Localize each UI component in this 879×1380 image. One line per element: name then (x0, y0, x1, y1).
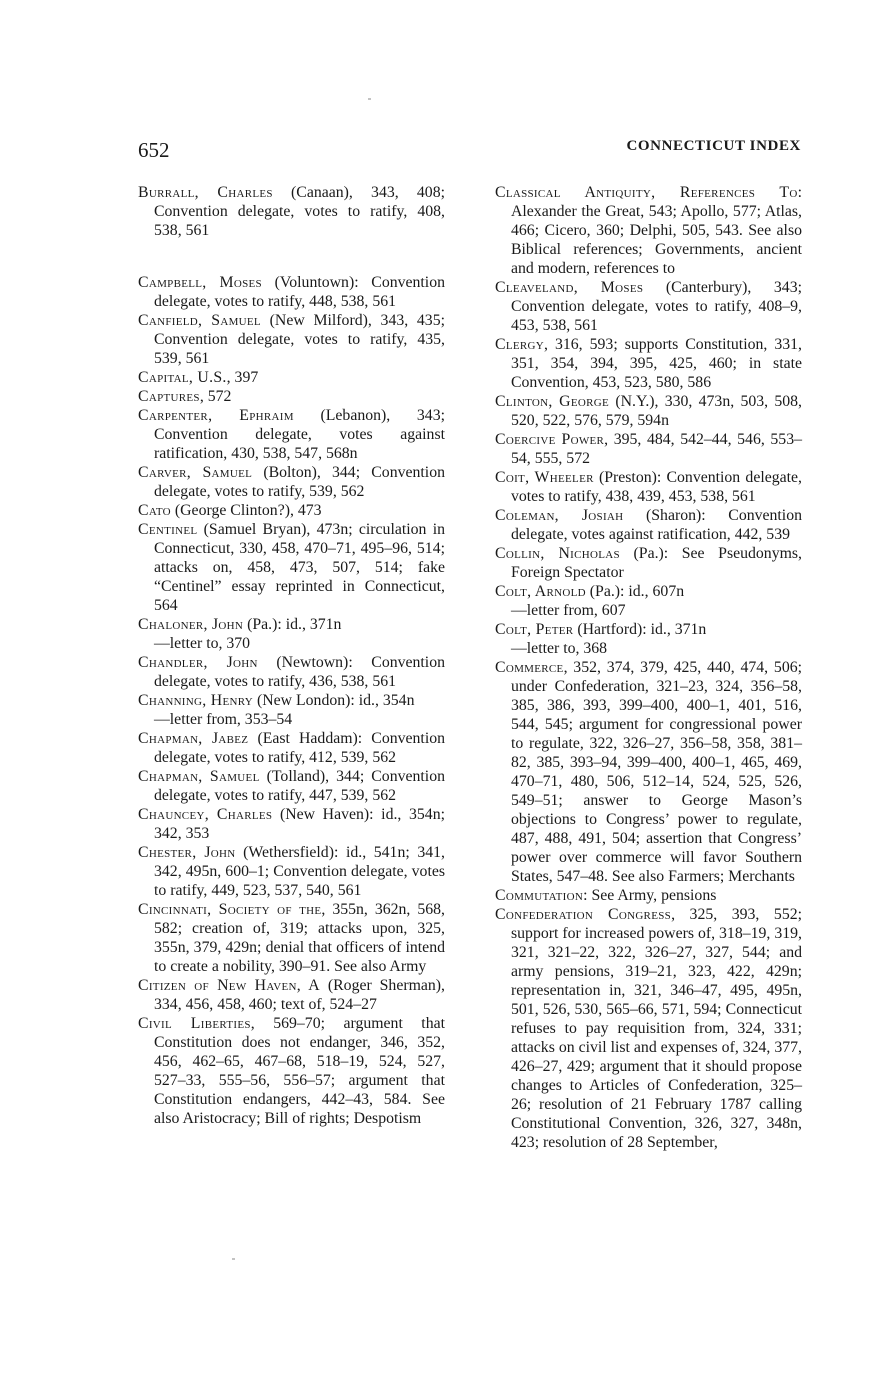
entry-text: (Samuel Bryan), 473n; circulation in Connecticut, 330, 458, 470–71, 495–96, 514; attacks on, 458, 473, 507, 514; fake “Centinel” essay reprinted in Connecticut, 564 (154, 521, 445, 614)
entry-text: (Bolton), 344; Convention delegate, votes to ratify, 539, 562 (154, 464, 445, 500)
index-entry (138, 273, 445, 311)
entry-subentry: —letter from, 607 (511, 602, 626, 619)
index-entry (138, 615, 445, 634)
entry-heading: Carpenter, Ephraim (138, 407, 294, 424)
entry-text: (Pa.): id., 371n (243, 616, 342, 633)
entry-heading: Confederation Congress (495, 906, 672, 923)
entry-text: (N.Y.), 330, 473n, 503, 508, 520, 522, 576, 579, 594n (511, 393, 802, 429)
entry-heading: Commutation (495, 887, 584, 904)
entry-heading: Classical Antiquity, References To (495, 184, 798, 201)
entry-text: (Canterbury), 343; Convention delegate, votes to ratify, 408–9, 453, 538, 561 (511, 279, 802, 334)
index-entry (495, 620, 802, 639)
entry-heading: Canfield, Samuel (138, 312, 261, 329)
scan-mark (368, 98, 371, 100)
entry-text: : See Army, pensions (583, 887, 717, 904)
entry-text: , 569–70; argument that Constitution does not endanger, 346, 352, 456, 462–65, 467–68, 518–19, 524, 527, 527–33, 555–56, 556–57; argument that Constitution endangers, 442–43, 584. See also Aristocracy; Bill of rights; Despotism (154, 1015, 445, 1127)
index-entry (138, 368, 445, 387)
index-entry (138, 900, 445, 976)
index-entry (495, 468, 802, 506)
right-column (495, 183, 802, 1152)
entry-heading: Chapman, Samuel (138, 768, 260, 785)
entry-heading: Coit, Wheeler (495, 469, 594, 486)
index-entry (138, 387, 445, 406)
entry-subentry: —letter from, 353–54 (154, 711, 293, 728)
entry-text: (Hartford): id., 371n (573, 621, 707, 638)
index-entry (495, 582, 802, 601)
entry-heading: Captures (138, 388, 200, 405)
entry-heading: Colt, Arnold (495, 583, 586, 600)
index-entry (138, 805, 445, 843)
scan-mark (232, 1258, 235, 1260)
entry-text: (Newtown): Convention delegate, votes to ratify, 436, 538, 561 (154, 654, 445, 690)
entry-text: (Tolland), 344; Convention delegate, votes to ratify, 447, 539, 562 (154, 768, 445, 804)
entry-text: (Preston): Convention delegate, votes to ratify, 438, 439, 453, 538, 561 (511, 469, 803, 505)
page-number: 652 (138, 138, 170, 162)
entry-text: , 572 (199, 388, 232, 405)
entry-heading: Chauncey, Charles (138, 806, 273, 823)
entry-heading: Centinel (138, 521, 198, 538)
entry-heading: Civil Liberties (138, 1015, 251, 1032)
entry-text: , 316, 593; supports Constitution, 331, 351, 354, 394, 395, 425, 460; in state Convention, 453, 523, 580, 586 (511, 336, 802, 391)
entry-text: (New Haven): id., 354n; 342, 353 (154, 806, 445, 842)
index-entry (495, 506, 802, 544)
entry-text: , 355n, 362n, 568, 582; creation of, 319; attacks upon, 325, 355n, 379, 429n; denial that officers of intend to create a nobility, 390–91. See also Army (154, 901, 446, 975)
entry-text: : Alexander the Great, 543; Apollo, 577; Atlas, 466; Cicero, 360; Delphi, 505, 543. See also Biblical references; Governments, ancient and modern, references to (511, 184, 802, 277)
entry-heading: Channing, Henry (138, 692, 254, 709)
entry-text: , 325, 393, 552; support for increased powers of, 318–19, 319, 321, 321–22, 322, 326–27, 327, 544; and army pensions, 319–21, 323, 422, 429n; representation in, 321, 346–47, 495, 495n, 501, 526, 530, 565–66, 571, 594; Connecticut refuses to pay requisition from, 324, 331; attacks on civil list and expenses of, 324, 377, 426–27, 429; argument that it should propose changes to Articles of Confederation, 325–26; resolution of 21 February 1787 calling Constitutional Convention, 326, 327, 348n, 423; resolution of 28 September, (511, 906, 803, 1151)
index-entry (495, 905, 802, 1152)
entry-heading: Clinton, George (495, 393, 610, 410)
entry-heading: Chester, John (138, 844, 236, 861)
entry-heading: Capital, U.S. (138, 369, 227, 386)
entry-heading: Burrall, Charles (138, 184, 273, 201)
index-entry (138, 729, 445, 767)
index-entry (495, 544, 802, 582)
index-entry (138, 767, 445, 805)
entry-text: (New London): id., 354n (253, 692, 415, 709)
entry-heading: Chandler, John (138, 654, 258, 671)
index-entry (138, 311, 445, 368)
index-entry (495, 886, 802, 905)
index-entry (138, 501, 445, 520)
entry-heading: Clergy (495, 336, 544, 353)
entry-text: (Wethersfield): id., 541n; 341, 342, 495n, 600–1; Convention delegate, votes to ratify, 449, 523, 537, 540, 561 (154, 844, 445, 899)
entry-text: (Canaan), 343, 408; Convention delegate, votes to ratify, 408, 538, 561 (154, 184, 445, 239)
index-entry (138, 1014, 445, 1128)
entry-text: , 395, 484, 542–44, 546, 553–54, 555, 572 (511, 431, 802, 467)
index-entry (495, 430, 802, 468)
entry-heading: Campbell, Moses (138, 274, 262, 291)
entry-heading: Cato (138, 502, 171, 519)
index-entry (495, 658, 802, 886)
entry-text: (Lebanon), 343; Convention delegate, votes against ratification, 430, 538, 547, 568n (154, 407, 445, 462)
entry-heading: Chapman, Jabez (138, 730, 249, 747)
entry-heading: Cincinnati, Society of the (138, 901, 322, 918)
entry-heading: Collin, Nicholas (495, 545, 620, 562)
index-entry (138, 843, 445, 900)
entry-heading: Cleaveland, Moses (495, 279, 644, 296)
running-title: CONNECTICUT INDEX (626, 138, 801, 154)
entry-subentry: —letter to, 370 (154, 635, 251, 652)
entry-text: , 352, 374, 379, 425, 440, 474, 506; under Confederation, 321–23, 324, 356–58, 385, 386, 393, 399–400, 400–1, 401, 516, 544, 545; argument for congressional power to regulate, 322, 326–27, 356–58, 358, 381–82, 385, 393–94, 399–400, 400–1, 465, 469, 470–71, 480, 506, 512–14, 524, 525, 526, 549–51; answer to George Mason’s objections to Congress’ power to regulate, 487, 488, 491, 504; assertion that Congress’ power over commerce will favor Southern States, 547–48. See also Farmers; Merchants (511, 659, 802, 885)
index-entry (138, 463, 445, 501)
entry-text: , 397 (226, 369, 259, 386)
entry-text: (George Clinton?), 473 (170, 502, 322, 519)
entry-heading: Carver, Samuel (138, 464, 253, 481)
index-entry (138, 976, 445, 1014)
entry-text: (Roger Sherman), 334, 456, 458, 460; text of, 524–27 (154, 977, 445, 1013)
entry-text: (Voluntown): Convention delegate, votes to ratify, 448, 538, 561 (154, 274, 445, 310)
index-entry (495, 392, 802, 430)
entry-text: (Pa.): See Pseudonyms, Foreign Spectator (511, 545, 802, 581)
entry-heading: Commerce (495, 659, 564, 676)
index-entry (495, 335, 802, 392)
entry-heading: Citizen of New Haven, A (138, 977, 320, 994)
left-column (138, 183, 445, 1128)
index-entry (138, 653, 445, 691)
entry-heading: Coercive Power (495, 431, 605, 448)
entry-text: (New Milford), 343, 435; Convention delegate, votes to ratify, 435, 539, 561 (154, 312, 445, 367)
index-entry (138, 520, 445, 615)
entry-heading: Colt, Peter (495, 621, 574, 638)
entry-heading: Chaloner, John (138, 616, 244, 633)
index-entry (495, 278, 802, 335)
index-entry (138, 183, 445, 240)
index-entry (138, 691, 445, 710)
entry-subentry: —letter to, 368 (511, 640, 608, 657)
entry-text: (East Haddam): Convention delegate, votes to ratify, 412, 539, 562 (154, 730, 445, 766)
entry-heading: Coleman, Josiah (495, 507, 624, 524)
index-entry (138, 406, 445, 463)
entry-text: (Pa.): id., 607n (585, 583, 685, 600)
index-entry (495, 183, 802, 278)
entry-text: (Sharon): Convention delegate, votes against ratification, 442, 539 (511, 507, 802, 543)
